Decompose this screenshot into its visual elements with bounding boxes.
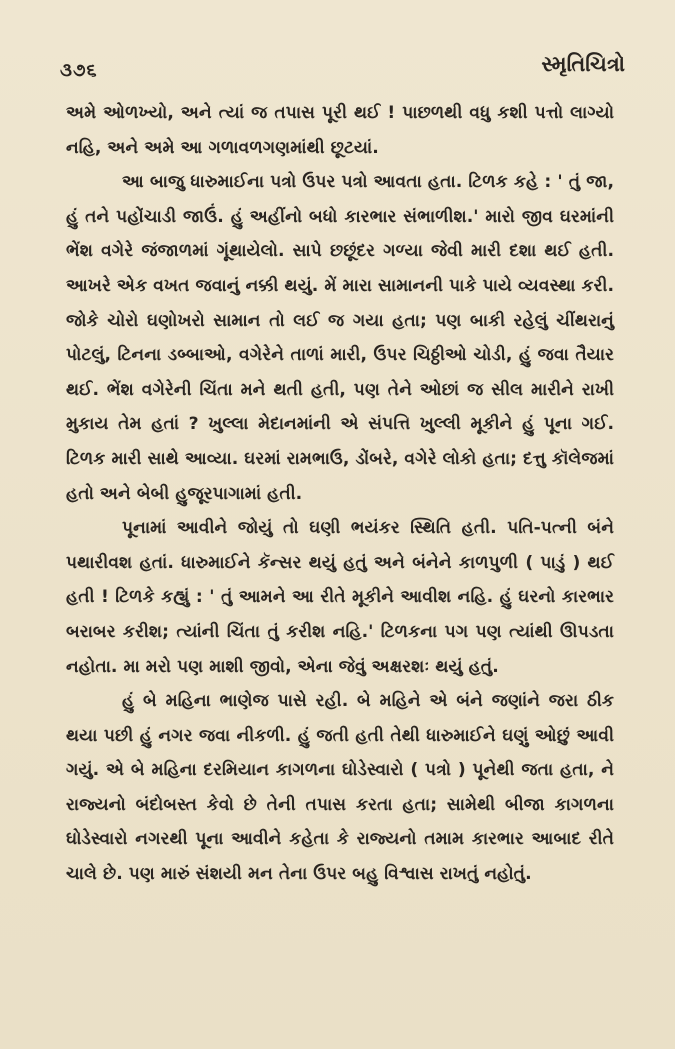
paragraph-4: હું બે મહિના ભાણેજ પાસે રહી. બે મહિને એ બંને જણાંને જરા ઠીક થયા પછી હું નગર જવા નીકળી. હું જતી હતી તેથી ધારુમાઈને ઘણું ઓછું આવી ગયું. એ બે મહિના દરમિયાન કાગળના ઘોડેસ્વારો ( પત્રો ) પૂનેથી જતા હતા, ને રાજ્યનો બંદોબસ્ત કેવો છે તેની તપાસ કરતા હતા; સામેથી બીજા કાગળના ઘોડેસ્વારો નગરથી પૂના આવીને કહેતા કે રાજ્યનો તમામ કારભાર આબાદ રીતે ચાલે છે. પણ મારું સંશયી મન તેના ઉપર બહુ વિશ્વાસ રાખતું નહોતું. [66,691,614,885]
paragraph-2: આ બાજુ ધારુમાઈના પત્રો ઉપર પત્રો આવતા હતા. ટિળક કહે : ' તું જા, હું તને પહોંચાડી જાઉં. હું અહીંનો બધો કારભાર સંભાળીશ.' મારો જીવ ઘરમાંની ભેંશ વગેરે જંજાળમાં ગૂંથાયેલો. સાપે છછૂંદર ગળ્યા જેવી મારી દશા થઈ હતી. આખરે એક વખત જવાનું નક્કી થયું. મેં મારા સામાનની પાકે પાયે વ્યવસ્થા કરી. જોકે ચોરો ઘણોખરો સામાન તો લઈ જ ગયા હતા; પણ બાકી રહેલું ચીંથરાનું પોટલું, ટિનના ડબ્બાઓ, વગેરેને તાળાં મારી, ઉપર ચિઠ્ઠીઓ ચોડી, હું જવા તૈયાર થઈ. ભેંશ વગેરેની ચિંતા મને થતી હતી, પણ તેને ઓછાં જ સીલ મારીને રાખી મુકાય તેમ હતાં ? ખુલ્લા મેદાનમાંની એ સંપત્તિ ખુલ્લી મૂકીને હું પૂના ગઈ. ટિળક મારી સાથે આવ્યા. ઘરમાં રામભાઉ, ડોંબરે, વગેરે લોકો હતા; દત્તુ કૉલેજમાં હતો અને બેબી હુજૂરપાગામાં હતી. [66,172,614,504]
paragraph-1: અમે ઓળખ્યો, અને ત્યાં જ તપાસ પૂરી થઈ ! પાછળથી વધુ કશી પત્તો લાગ્યો નહિ, અને અમે આ ગળાવળગણમાંથી છૂટયાં. [66,103,614,158]
page-header [60,52,625,82]
running-title: સ્મૃતિચિત્રો [541,52,625,76]
paragraph-3: પૂનામાં આવીને જોયું તો ઘણી ભયંકર સ્થિતિ હતી. પતિ-પત્ની બંને પથારીવશ હતાં. ધારુમાઈને કૅન્સર થયું હતું અને બંનેને કાળપુળી ( પાડું ) થઈ હતી ! ટિળકે કહ્યું : ' તું આમને આ રીતે મૂકીને આવીશ નહિ. હું ઘરનો કારભાર બરાબર કરીશ; ત્યાંની ચિંતા તું કરીશ નહિ.' ટિળકના પગ પણ ત્યાંથી ઊપડતા નહોતા. મા મરો પણ માશી જીવો, એના જેવું અક્ષરશઃ થયું હતું. [66,518,614,677]
body-text [66,96,614,892]
page-number: ૩૭૬ [60,60,98,81]
